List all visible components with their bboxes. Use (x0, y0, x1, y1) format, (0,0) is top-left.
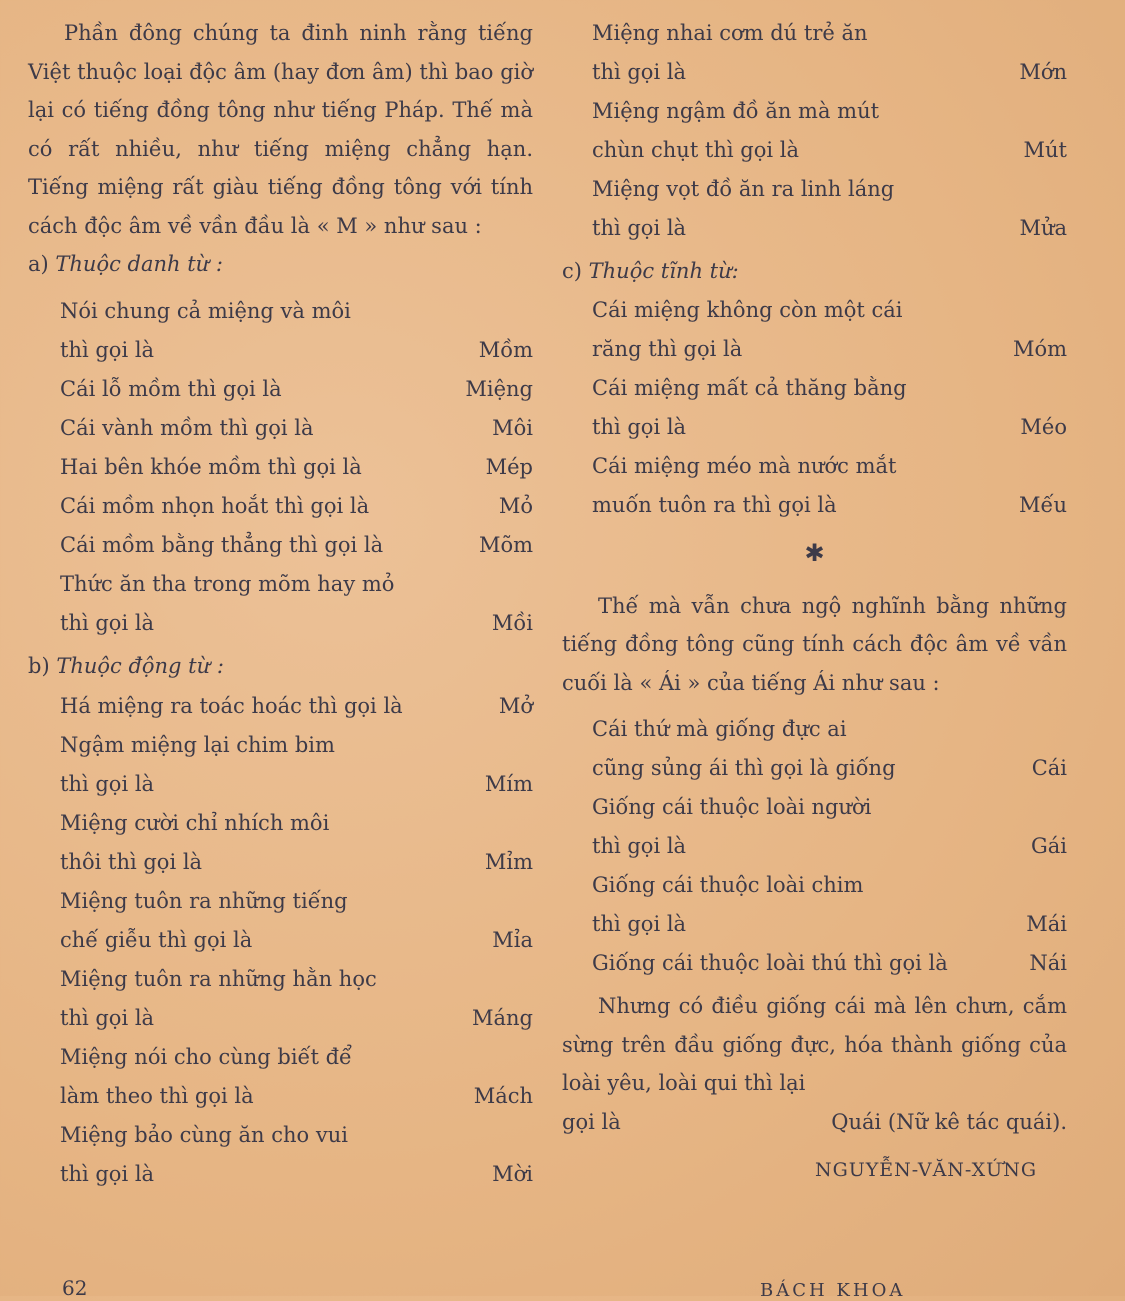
entry-text: thì gọi là (60, 610, 155, 635)
entry-line (60, 804, 533, 843)
entry-text: Giống cái thuộc loài người (592, 795, 872, 819)
entry-text: thì gọi là (60, 337, 155, 362)
list-item (60, 526, 533, 565)
entry-text: Cái miệng không còn một cái (592, 297, 903, 322)
list-item (60, 960, 533, 1038)
left-column (28, 14, 533, 1198)
entry-line (60, 1038, 533, 1077)
entry-text: thì gọi là (60, 772, 155, 796)
entry-text: Cái miệng mất cả thăng bằng (592, 375, 907, 400)
entry-text: Hai bên khóe mồm thì gọi là (60, 454, 362, 479)
list-item (60, 726, 533, 804)
entry-line (60, 726, 533, 765)
list-item (60, 487, 533, 526)
entry-line (592, 209, 1067, 248)
entry-text: muốn tuôn ra thì gọi là (592, 492, 837, 517)
ai-entries (592, 710, 1067, 983)
entry-term: Mái (1026, 912, 1067, 936)
entry-term: Mút (1023, 138, 1067, 162)
list-item (60, 804, 533, 882)
entry-line (60, 687, 533, 726)
entry-line (592, 447, 1067, 486)
author-name: NGUYỄN-VĂN-XỨNG (814, 1159, 1037, 1181)
entry-text: thì gọi là (592, 216, 687, 240)
section-b-prefix: b) (28, 653, 57, 678)
entry-text: Cái vành mồm thì gọi là (60, 415, 314, 440)
entry-text: Giống cái thuộc loài chim (592, 873, 864, 897)
list-item (60, 1038, 533, 1116)
entry-term: Mách (473, 1084, 533, 1108)
entry-line (592, 92, 1067, 131)
section-b-heading (28, 647, 533, 686)
list-item (592, 92, 1067, 170)
section-c-entries (592, 291, 1067, 525)
ai-intro-paragraph: Thế mà vẫn chưa ngộ nghĩnh bằng những tiếng đồng tông cũng tính cách độc âm về vần cuối là « Ái » của tiếng Ái như sau : (562, 593, 1067, 695)
list-item (60, 1116, 533, 1194)
list-item (60, 687, 533, 726)
entry-text: Miệng ngậm đồ ăn mà mút (592, 99, 880, 123)
list-item (592, 369, 1067, 447)
entry-text: Miệng tuôn ra những hằn học (60, 967, 377, 991)
closing-last-line (562, 1103, 1067, 1142)
entry-line (60, 409, 533, 448)
entry-term: Mỏ (498, 493, 533, 518)
entry-term: Méo (1020, 414, 1067, 439)
entry-text: Miệng nói cho cùng biết để (60, 1045, 352, 1069)
entry-term: Gái (1030, 834, 1067, 858)
entry-line (60, 765, 533, 804)
entry-text: Thức ăn tha trong mõm hay mỏ (60, 571, 395, 596)
list-item (592, 14, 1067, 92)
list-item (592, 788, 1067, 866)
entry-line (592, 408, 1067, 447)
entry-term: Máng (472, 1006, 533, 1030)
entry-line (60, 999, 533, 1038)
entry-line (592, 53, 1067, 92)
entry-line (60, 1155, 533, 1194)
entry-text: Giống cái thuộc loài thú thì gọi là (592, 951, 948, 975)
entry-line (60, 1077, 533, 1116)
entry-text: Ngậm miệng lại chim bim (60, 733, 335, 757)
list-item (60, 409, 533, 448)
entry-line (60, 921, 533, 960)
entry-term: Môi (492, 415, 533, 440)
intro-paragraph: Phần đông chúng ta đinh ninh rằng tiếng Việt thuộc loại độc âm (hay đơn âm) thì bao giờ lại có tiếng đồng tông như tiếng Pháp. Thế mà có rất nhiều, như tiếng miệng chẳng hạn. Tiếng miệng rất giàu tiếng đồng tông với tính cách độc âm về vần đầu là « M » như sau : (28, 21, 533, 238)
entry-line (60, 1116, 533, 1155)
section-a-title: Thuộc danh từ : (55, 252, 223, 276)
closing-last-right: Quái (Nữ kê tác quái). (831, 1109, 1067, 1134)
section-b-title: Thuộc động từ : (56, 653, 224, 678)
entry-line (60, 882, 533, 921)
entry-line (592, 131, 1067, 170)
entry-text: cũng sủng ái thì gọi là giống (592, 756, 896, 780)
list-item (592, 944, 1067, 983)
section-a-heading (28, 245, 533, 284)
entry-term: Mím (484, 772, 533, 796)
entry-line (592, 905, 1067, 944)
entry-text: Há miệng ra toác hoác thì gọi là (60, 694, 403, 718)
entry-line (592, 788, 1067, 827)
entry-line (60, 292, 533, 331)
entry-text: chế giễu thì gọi là (60, 928, 253, 952)
entry-line (592, 170, 1067, 209)
entry-term: Mớn (1019, 60, 1067, 84)
list-item (60, 370, 533, 409)
top-entries (592, 14, 1067, 248)
entry-text: Cái thứ mà giống đực ai (592, 717, 847, 741)
list-item (60, 448, 533, 487)
section-b-entries (60, 687, 533, 1194)
entry-text: thì gọi là (60, 1162, 155, 1186)
entry-line (60, 565, 533, 604)
entry-text: răng thì gọi là (592, 336, 743, 361)
entry-text: thì gọi là (592, 912, 687, 936)
entry-line (592, 14, 1067, 53)
entry-term: Mõm (478, 532, 533, 557)
entry-term: Mỉa (492, 928, 533, 952)
entry-line (60, 448, 533, 487)
section-a-entries (60, 292, 533, 643)
entry-text: thì gọi là (592, 834, 687, 858)
list-item (592, 291, 1067, 369)
entry-text: Miệng tuôn ra những tiếng (60, 889, 348, 913)
section-c-prefix: c) (562, 259, 589, 283)
section-c-heading (562, 252, 1067, 291)
right-column (562, 14, 1067, 1187)
entry-line (592, 330, 1067, 369)
entry-text: Cái mồm bằng thẳng thì gọi là (60, 532, 384, 557)
entry-text: Cái miệng méo mà nước mắt (592, 453, 897, 478)
list-item (592, 170, 1067, 248)
entry-line (592, 369, 1067, 408)
entry-text: Miệng bảo cùng ăn cho vui (60, 1123, 348, 1147)
list-item (592, 447, 1067, 525)
entry-term: Mửa (1019, 216, 1067, 240)
entry-line (592, 944, 1067, 983)
section-a-prefix: a) (28, 252, 56, 276)
entry-text: Miệng nhai cơm dú trẻ ăn (592, 21, 868, 45)
entry-text: Miệng cười chỉ nhích môi (60, 811, 330, 835)
entry-term: Cái (1031, 756, 1067, 780)
entry-line (60, 604, 533, 643)
list-item (60, 882, 533, 960)
entry-line (60, 526, 533, 565)
entry-term: Mếu (1019, 492, 1067, 517)
entry-text: Nói chung cả miệng và môi (60, 298, 351, 323)
entry-term: Mời (492, 1162, 533, 1186)
entry-text: thì gọi là (60, 1006, 155, 1030)
entry-term: Mồi (491, 610, 533, 635)
entry-term: Mở (498, 694, 533, 718)
entry-line (592, 866, 1067, 905)
entry-text: Cái mồm nhọn hoắt thì gọi là (60, 493, 370, 518)
list-item (60, 292, 533, 370)
entry-text: thì gọi là (592, 414, 687, 439)
entry-term: Mép (485, 454, 533, 479)
page-number: 62 (62, 1276, 88, 1300)
entry-line (592, 486, 1067, 525)
entry-line (592, 710, 1067, 749)
entry-term: Móm (1012, 336, 1067, 361)
entry-text: thôi thì gọi là (60, 850, 203, 874)
entry-line (592, 749, 1067, 788)
entry-line (60, 960, 533, 999)
section-c-title: Thuộc tĩnh từ: (588, 259, 739, 283)
entry-text: thì gọi là (592, 60, 687, 84)
entry-text: làm theo thì gọi là (60, 1084, 254, 1108)
entry-line (592, 827, 1067, 866)
star-divider-icon: ✱ (804, 538, 825, 567)
closing-paragraph: Nhưng có điều giống cái mà lên chưn, cắm sừng trên đầu giống đực, hóa thành giống của loài yêu, loài qui thì lại (562, 994, 1067, 1095)
list-item (60, 565, 533, 643)
entry-line (592, 291, 1067, 330)
entry-text: chùn chụt thì gọi là (592, 138, 800, 162)
entry-term: Miệng (465, 376, 533, 401)
entry-text: Miệng vọt đồ ăn ra linh láng (592, 177, 895, 201)
list-item (592, 866, 1067, 944)
entry-line (60, 331, 533, 370)
entry-term: Nái (1029, 951, 1067, 975)
entry-text: Cái lỗ mồm thì gọi là (60, 376, 282, 401)
footer-title: BÁCH KHOA (760, 1280, 906, 1301)
entry-line (60, 487, 533, 526)
closing-last-left: gọi là (562, 1109, 621, 1134)
entry-term: Mồm (478, 337, 533, 362)
entry-line (60, 843, 533, 882)
entry-term: Mỉm (484, 850, 533, 874)
entry-line (60, 370, 533, 409)
list-item (592, 710, 1067, 788)
